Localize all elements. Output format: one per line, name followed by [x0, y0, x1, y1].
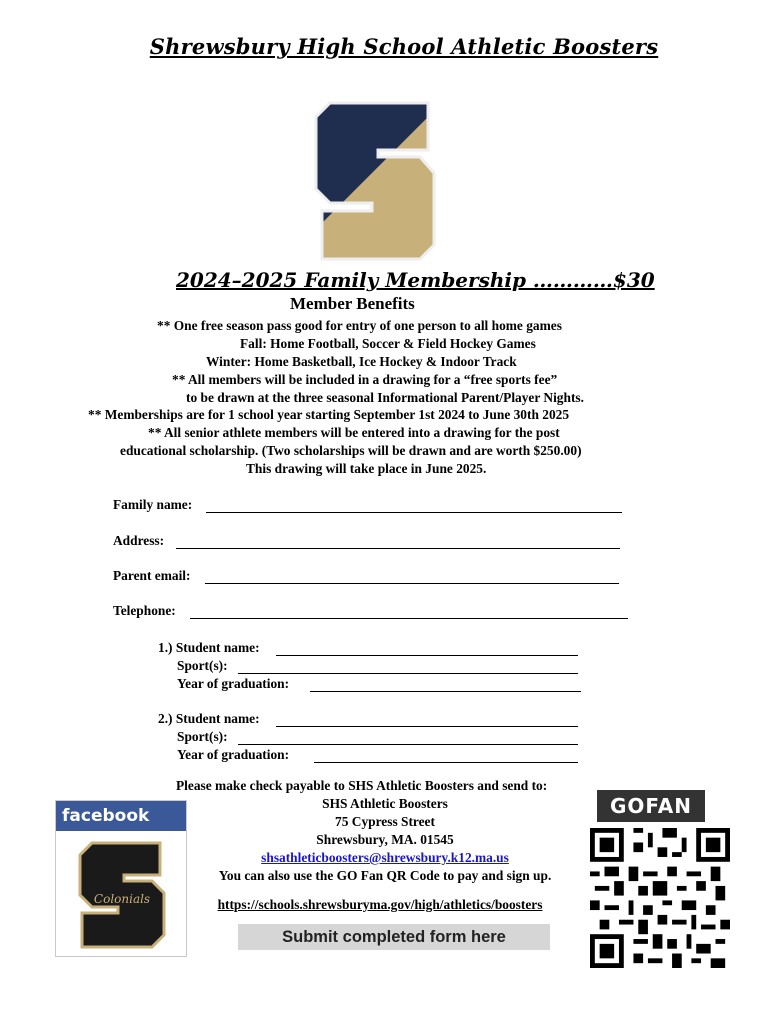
facebook-label: facebook — [56, 801, 186, 831]
address-field[interactable] — [176, 534, 620, 549]
benefit-line: ** Memberships are for 1 school year starting September 1st 2024 to June 30th 2025 — [88, 407, 570, 422]
student-2-sports-label: Sport(s): — [177, 729, 228, 744]
mailing-street: 75 Cypress Street — [335, 814, 435, 829]
telephone-field[interactable] — [190, 604, 628, 619]
benefit-line: ** All senior athlete members will be entered into a drawing for the post — [148, 425, 560, 440]
benefit-line: to be drawn at the three seasonal Informational Parent/Player Nights. — [186, 390, 584, 405]
membership-price-line: 2024–2025 Family Membership …………$30 — [176, 268, 655, 292]
address-label: Address: — [113, 533, 165, 548]
mailing-instruction: Please make check payable to SHS Athletic Boosters and send to: — [176, 778, 548, 793]
family-name-field[interactable] — [206, 498, 622, 513]
telephone-label: Telephone: — [113, 603, 176, 618]
student-1-sports-field[interactable] — [238, 659, 578, 674]
benefits-heading: Member Benefits — [290, 294, 415, 313]
family-name-label: Family name: — [113, 497, 193, 512]
benefit-line: ** All members will be included in a drawing for a “free sports fee” — [172, 372, 558, 387]
student-1-name-label: 1.) Student name: — [158, 640, 260, 655]
gofan-logo: GOFAN — [597, 790, 705, 822]
student-1-sports-label: Sport(s): — [177, 658, 228, 673]
mailing-org: SHS Athletic Boosters — [322, 796, 448, 811]
student-2-grad-label: Year of graduation: — [177, 747, 290, 762]
mailing-email-link[interactable]: shsathleticboosters@shrewsbury.k12.ma.us — [261, 850, 509, 865]
benefit-line: ** One free season pass good for entry of one person to all home games — [157, 318, 562, 333]
website-link[interactable]: https://schools.shrewsburyma.gov/high/athletics/boosters — [217, 897, 543, 912]
benefit-line: This drawing will take place in June 2025. — [246, 461, 487, 476]
benefit-line: Winter: Home Basketball, Ice Hockey & Indoor Track — [206, 354, 517, 369]
qr-code-icon[interactable] — [590, 828, 730, 968]
facebook-badge[interactable] — [55, 800, 187, 957]
parent-email-label: Parent email: — [113, 568, 191, 583]
parent-email-field[interactable] — [205, 569, 619, 584]
mailing-city: Shrewsbury, MA. 01545 — [316, 832, 454, 847]
s-logo-icon — [300, 95, 450, 265]
gofan-note: You can also use the GO Fan QR Code to pay and sign up. — [218, 868, 552, 883]
student-1-grad-field[interactable] — [310, 677, 581, 692]
benefit-line: Fall: Home Football, Soccer & Field Hockey Games — [240, 336, 536, 351]
student-2-sports-field[interactable] — [238, 730, 578, 745]
page-title: Shrewsbury High School Athletic Boosters — [149, 34, 659, 59]
colonials-text: Colonials — [93, 892, 151, 906]
student-1-name-field[interactable] — [276, 641, 578, 656]
student-2-name-label: 2.) Student name: — [158, 711, 260, 726]
submit-form-button[interactable]: Submit completed form here — [238, 924, 550, 950]
student-2-name-field[interactable] — [276, 712, 578, 727]
benefit-line: educational scholarship. (Two scholarships will be drawn and are worth $250.00) — [120, 443, 582, 458]
student-2-grad-field[interactable] — [314, 748, 578, 763]
student-1-grad-label: Year of graduation: — [177, 676, 290, 691]
colonials-s-icon — [76, 839, 168, 949]
